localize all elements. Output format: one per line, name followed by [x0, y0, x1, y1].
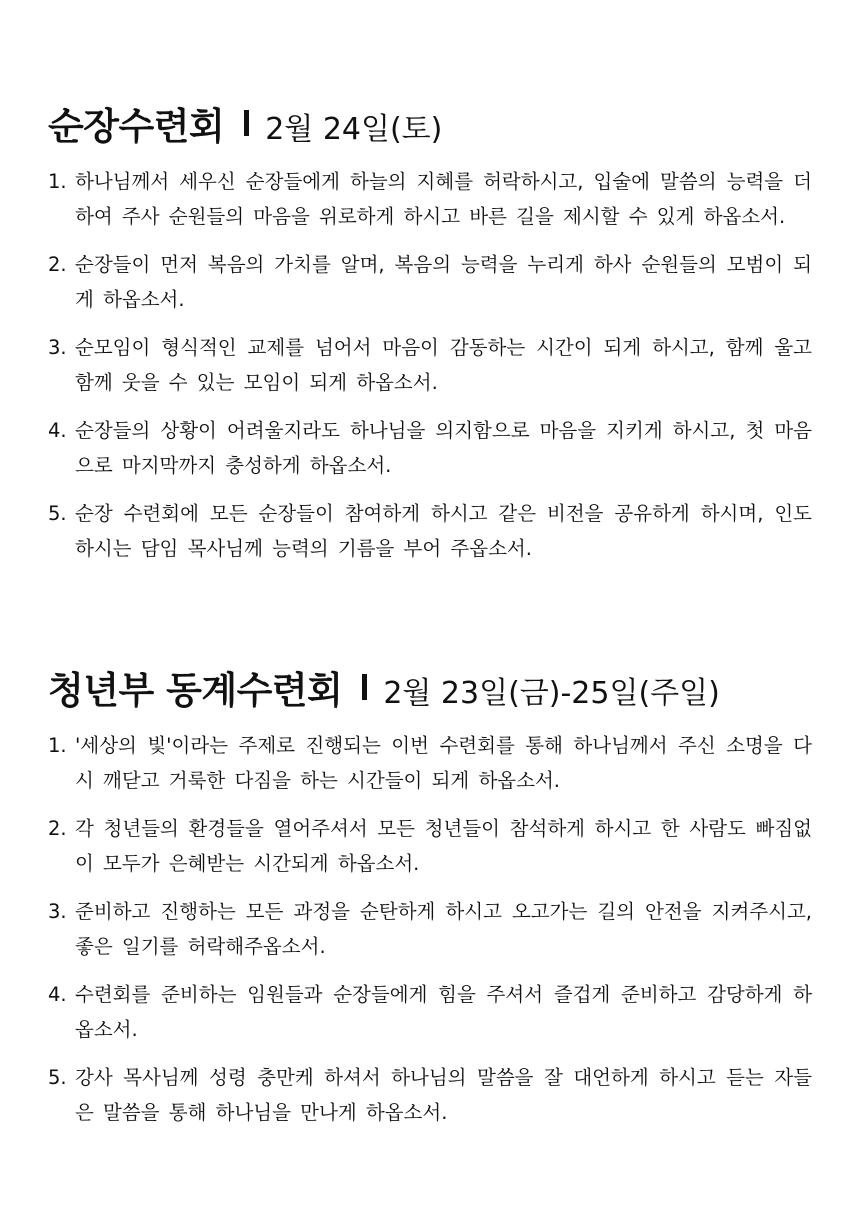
prayer-item — [48, 1060, 812, 1130]
prayer-item — [48, 164, 812, 234]
item-number: 3. — [48, 336, 67, 359]
prayer-item — [48, 811, 812, 881]
section-heading — [48, 96, 812, 150]
item-number: 2. — [48, 253, 67, 276]
item-text: 각 청년들의 환경들을 열어주셔서 모든 청년들이 참석하게 하시고 한 사람도 빠짐없이 모두가 은혜받는 시간되게 하옵소서. — [75, 817, 812, 875]
item-text: 준비하고 진행하는 모든 과정을 순탄하게 하시고 오고가는 길의 안전을 지켜주시고, 좋은 일기를 허락해주옵소서. — [75, 900, 812, 958]
item-number: 5. — [48, 502, 67, 525]
prayer-item — [48, 496, 812, 566]
item-text: 순장들이 먼저 복음의 가치를 알며, 복음의 능력을 누리게 하사 순원들의 모범이 되게 하옵소서. — [75, 253, 812, 311]
prayer-list — [48, 164, 812, 566]
item-number: 2. — [48, 817, 67, 840]
item-text: 하나님께서 세우신 순장들에게 하늘의 지혜를 허락하시고, 입술에 말씀의 능력을 더하여 주사 순원들의 마음을 위로하게 하시고 바른 길을 제시할 수 있게 하옵소서. — [75, 170, 812, 228]
section-title: 순장수련회 — [48, 105, 225, 148]
item-text: 강사 목사님께 성령 충만케 하셔서 하나님의 말씀을 잘 대언하게 하시고 듣는 자들은 말씀을 통해 하나님을 만나게 하옵소서. — [75, 1066, 812, 1124]
prayer-item — [48, 977, 812, 1047]
section-heading — [48, 660, 812, 714]
item-text: 순모임이 형식적인 교제를 넘어서 마음이 감동하는 시간이 되게 하시고, 함께 울고 함께 웃을 수 있는 모임이 되게 하옵소서. — [75, 336, 812, 394]
section-youth-winter-retreat — [48, 660, 812, 1143]
item-number: 4. — [48, 419, 67, 442]
item-number: 1. — [48, 170, 67, 193]
prayer-item — [48, 247, 812, 317]
item-number: 5. — [48, 1066, 67, 1089]
section-title: 청년부 동계수련회 — [48, 669, 343, 712]
section-leader-retreat — [48, 96, 812, 579]
item-text: 수련회를 준비하는 임원들과 순장들에게 힘을 주셔서 즐겁게 준비하고 감당하게 하옵소서. — [75, 983, 812, 1041]
prayer-item — [48, 330, 812, 400]
prayer-item — [48, 894, 812, 964]
item-number: 3. — [48, 900, 67, 923]
item-text: 순장 수련회에 모든 순장들이 참여하게 하시고 같은 비전을 공유하게 하시며, 인도하시는 담임 목사님께 능력의 기름을 부어 주옵소서. — [75, 502, 812, 560]
item-text: '세상의 빛'이라는 주제로 진행되는 이번 수련회를 통해 하나님께서 주신 소명을 다시 깨닫고 거룩한 다짐을 하는 시간들이 되게 하옵소서. — [75, 734, 812, 792]
item-number: 4. — [48, 983, 67, 1006]
prayer-item — [48, 413, 812, 483]
prayer-list — [48, 728, 812, 1130]
item-number: 1. — [48, 734, 67, 757]
prayer-item — [48, 728, 812, 798]
section-date: 2월 23일(금)-25일(주일) — [383, 676, 720, 711]
item-text: 순장들의 상황이 어려울지라도 하나님을 의지함으로 마음을 지키게 하시고, 첫 마음으로 마지막까지 충성하게 하옵소서. — [75, 419, 812, 477]
heading-separator-bar — [362, 674, 367, 700]
section-date: 2월 24일(토) — [265, 112, 443, 147]
heading-separator-bar — [244, 110, 249, 136]
